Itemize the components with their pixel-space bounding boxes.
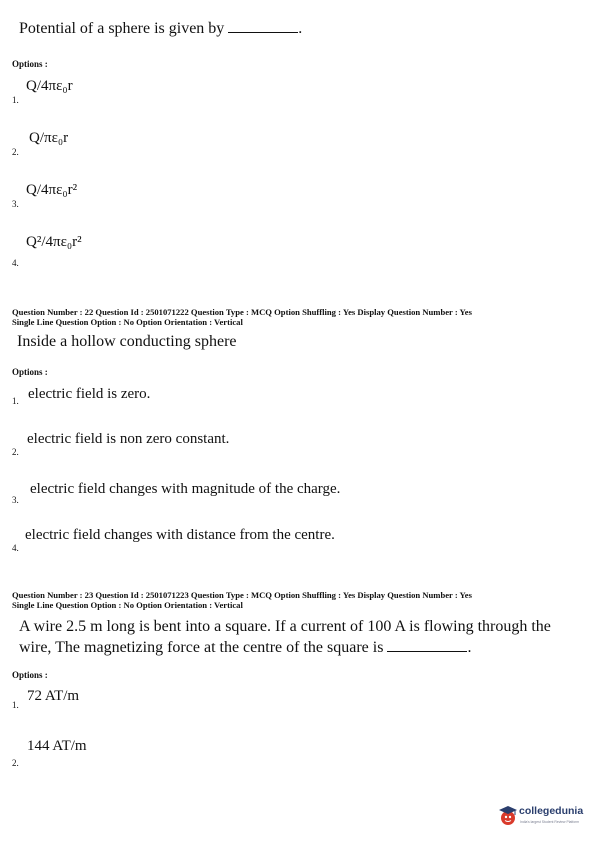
option-text: electric field changes with distance from the centre.: [25, 527, 335, 543]
answer-blank: [228, 20, 298, 33]
option-number: 1.: [12, 95, 19, 105]
logo-text: collegedunia: [519, 805, 584, 817]
option-text: Q²/4πε₀r²: [26, 234, 82, 250]
option-text: Q/πε₀r: [29, 130, 69, 146]
option-number: 2.: [12, 758, 19, 768]
option-number: 2.: [12, 447, 19, 457]
options-label: Options :: [12, 367, 48, 377]
answer-blank: [387, 639, 467, 652]
option-text: electric field is non zero constant.: [27, 431, 230, 447]
option-number: 3.: [12, 199, 19, 209]
option-text: electric field is zero.: [28, 386, 151, 402]
option-number: 4.: [12, 543, 19, 553]
option-number: 1.: [12, 700, 19, 710]
options-label: Options :: [12, 670, 48, 680]
collegedunia-logo: [498, 802, 590, 830]
question-22-meta: Question Number : 22 Question Id : 2501071222 Question Type : MCQ Option Shuffling : Yes Display Question Number : Yes Single Line Question Option : No Option Orientation : Vertical: [12, 307, 472, 327]
logo-tagline: India's largest Student Review Platform: [520, 820, 580, 824]
question-23-text-line2: wire, The magnetizing force at the centre of the square is .: [19, 639, 472, 656]
question-23-meta: Question Number : 23 Question Id : 2501071223 Question Type : MCQ Option Shuffling : Yes Display Question Number : Yes Single Line Question Option : No Option Orientation : Vertical: [12, 590, 472, 610]
question-21-text: Potential of a sphere is given by .: [19, 20, 303, 37]
option-text: Q/4πε₀r²: [26, 182, 78, 198]
graduate-cap-icon: [498, 805, 518, 827]
option-text: 72 AT/m: [27, 688, 80, 704]
option-number: 4.: [12, 258, 19, 268]
option-text: electric field changes with magnitude of the charge.: [30, 481, 341, 497]
option-number: 3.: [12, 495, 19, 505]
question-22-text: Inside a hollow conducting sphere: [17, 333, 237, 350]
options-label: Options :: [12, 59, 48, 69]
question-23-text-line1: A wire 2.5 m long is bent into a square. If a current of 100 A is flowing through the: [19, 618, 551, 635]
option-number: 2.: [12, 147, 19, 157]
option-number: 1.: [12, 396, 19, 406]
option-text: 144 AT/m: [27, 738, 87, 754]
option-text: Q/4πε₀r: [26, 78, 73, 94]
